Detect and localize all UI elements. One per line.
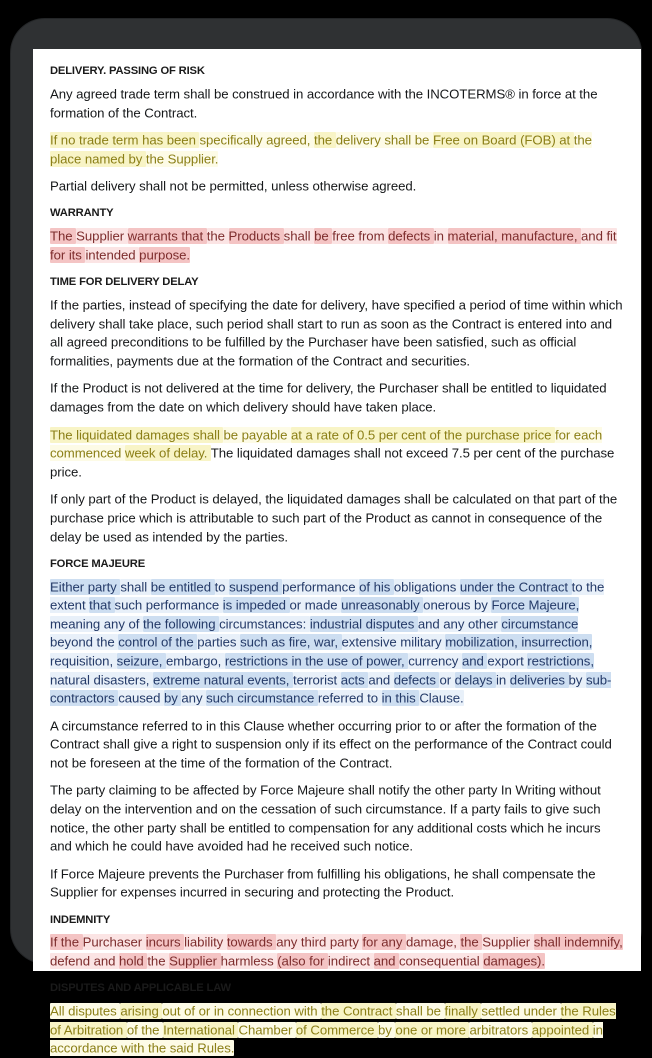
text-run: any	[181, 690, 207, 706]
paragraph-delivery-p3	[50, 178, 624, 197]
text-run: arbitrators	[469, 1022, 532, 1038]
text-run: shall be	[395, 1003, 445, 1019]
paragraph-delay-p1	[50, 296, 624, 370]
text-run: The liquidated damages shall not exceed 7.5 per cent of the purchase price.	[50, 445, 615, 480]
text-run: the Contract	[321, 1003, 396, 1019]
text-run: be	[314, 228, 333, 244]
text-run: of the	[126, 1022, 164, 1038]
text-run: defects	[393, 672, 440, 687]
text-run: requisition,	[50, 653, 117, 669]
text-run: out of or in connection with	[162, 1003, 322, 1019]
text-run: restrictions in the use of power,	[224, 653, 409, 669]
text-run: purpose.	[139, 247, 191, 263]
text-run: industrial disputes	[309, 616, 418, 632]
text-run: extreme natural events,	[152, 672, 293, 687]
text-run: incurs	[145, 934, 185, 950]
text-run: intended	[85, 247, 140, 263]
text-run: Purchaser	[82, 934, 146, 950]
text-run: If only part of the Product is delayed, the liquidated damages shall be calculated on that part of the purchase price which is attributable to such part of the Product as cannot in consequence of the delay be used as intended by the parties.	[50, 491, 618, 544]
text-run: currency	[408, 653, 462, 669]
paragraph-warranty-p1	[50, 228, 624, 265]
text-run: Free on Board (FOB) at	[432, 132, 574, 148]
text-run: A circumstance referred to in this Clause whether occurring prior to or after the formation of the Contract shall give a right to suspension only if its effect on the performance of the Contract could not be foreseen at the time of the formation of the Contract.	[50, 718, 612, 771]
text-run: Supplier	[169, 953, 221, 969]
paragraph-fm-p4	[50, 865, 624, 902]
paragraph-disputes-p1	[50, 1003, 624, 1058]
text-run: Either party	[50, 579, 121, 595]
text-run: and any other	[417, 616, 502, 632]
text-run: the	[147, 953, 170, 969]
text-run: Clause.	[419, 690, 464, 706]
paragraph-fm-p1	[50, 578, 624, 708]
text-run: restrictions,	[527, 653, 594, 669]
text-run: for any	[362, 934, 406, 950]
text-run: that	[89, 597, 115, 613]
text-run: such performance	[114, 597, 223, 613]
text-run: beyond the	[50, 634, 119, 650]
text-run: control of the	[118, 634, 198, 650]
text-run: material, manufacture,	[447, 228, 582, 244]
text-run: delivery shall be	[335, 132, 433, 148]
text-run: deliveries	[509, 672, 569, 687]
text-run: of his	[359, 579, 394, 595]
text-run: parties	[197, 634, 241, 650]
text-run: International	[163, 1022, 239, 1038]
text-run: arising	[120, 1003, 163, 1019]
text-run: defects	[388, 228, 434, 244]
text-run: the	[460, 934, 483, 950]
text-run: at a rate of 0.5 per cent of the purchase price	[291, 427, 555, 443]
text-run: in	[433, 228, 448, 244]
paragraph-fm-p3	[50, 782, 624, 856]
text-run: circumstances:	[219, 616, 310, 632]
paragraph-delay-p4	[50, 491, 624, 547]
text-run: Any agreed trade term shall be construed in accordance with the INCOTERMS® in force at the formation of the Contract.	[50, 86, 598, 121]
text-run: is impeded	[222, 597, 290, 613]
text-run: Chamber	[238, 1022, 296, 1038]
text-run: extensive military	[341, 634, 446, 650]
text-run: specifically agreed,	[199, 132, 315, 148]
text-run: appointed	[531, 1022, 593, 1038]
text-run: by	[378, 1022, 396, 1038]
text-run: performance	[282, 579, 360, 595]
section-heading-warranty: WARRANTY	[50, 207, 114, 220]
text-run: The	[50, 228, 77, 244]
text-run: referred to	[317, 690, 382, 706]
text-run: All disputes	[50, 1003, 121, 1019]
text-run: delays	[454, 672, 497, 687]
text-run: such as fire, war,	[240, 634, 342, 650]
text-run: If no trade term has been	[50, 132, 200, 148]
text-run: suspend	[229, 579, 283, 595]
text-run: the	[206, 228, 229, 244]
text-run: in accordance with the said Rules.	[50, 1022, 603, 1056]
text-run: free from	[332, 228, 389, 244]
section-warranty	[50, 207, 624, 265]
text-run: shall	[283, 228, 315, 244]
text-run: If the	[50, 934, 83, 950]
text-run: and	[368, 672, 394, 687]
text-run: obligations	[393, 579, 460, 595]
section-heading-force-majeure: FORCE MAJEURE	[50, 557, 146, 570]
section-heading-delivery: DELIVERY. PASSING OF RISK	[50, 65, 205, 77]
text-run: The liquidated damages shall	[50, 427, 224, 443]
text-run: for each commenced	[50, 427, 603, 461]
text-run: The party claiming to be affected by Force Majeure shall notify the other party In Writing without delay on the intervention and on the cessation of such circumstance. If a party fails to give such notice, the other party shall be entitled to compensation for any additional costs which he incurs and which he could have avoided had he received such notice.	[50, 782, 601, 854]
text-run: one or more	[395, 1022, 470, 1038]
section-force-majeure	[50, 558, 624, 903]
section-heading-disputes: DISPUTES AND APPLICABLE LAW	[50, 982, 231, 995]
text-run: indirect	[327, 953, 374, 969]
text-run: shall	[120, 579, 151, 595]
text-run: the Supplier.	[145, 151, 219, 167]
text-run: settled under	[481, 1003, 561, 1019]
text-run: to	[214, 579, 230, 595]
text-run: Partial delivery shall not be permitted, unless otherwise agreed.	[50, 178, 417, 194]
section-heading-time-for-delivery-delay: TIME FOR DELIVERY DELAY	[50, 276, 199, 289]
text-run: or made	[289, 597, 342, 613]
paragraph-delay-p3	[50, 426, 624, 482]
text-run: and	[373, 953, 399, 969]
text-run: Supplier	[482, 934, 534, 950]
text-run: the following	[142, 616, 220, 632]
text-run: acts	[340, 672, 369, 687]
section-heading-indemnity: INDEMNITY	[50, 913, 111, 926]
text-run: finally	[444, 1003, 482, 1019]
text-run: consequential	[399, 953, 484, 969]
text-run: place named by	[50, 151, 146, 167]
text-run: by	[568, 672, 586, 687]
text-run: defend and	[50, 953, 120, 969]
text-run: in	[496, 672, 510, 687]
text-run: be payable	[223, 427, 292, 443]
text-run: (also for	[277, 953, 328, 969]
section-indemnity	[50, 914, 624, 972]
text-run: sub-contractors	[50, 672, 612, 706]
text-run: If the Product is not delivered at the time for delivery, the Purchaser shall be entitled to liquidated damages from the date on which delivery should have taken place.	[50, 380, 607, 415]
paragraph-delay-p2	[50, 380, 624, 417]
text-run: the Rules of Arbitration	[50, 1003, 616, 1038]
document-page	[33, 49, 641, 1056]
text-run: the	[314, 132, 336, 148]
device-screen	[33, 49, 641, 1056]
text-run: circumstance	[501, 616, 579, 632]
text-run: of Commerce	[295, 1022, 378, 1038]
text-run: seizure,	[116, 653, 166, 669]
text-run: such circumstance	[206, 690, 318, 706]
text-run: Supplier	[76, 228, 128, 244]
paragraph-delivery-p2	[50, 132, 624, 169]
text-run: be entitled	[150, 579, 215, 595]
text-run: warrants that	[127, 228, 207, 244]
text-run: onerous by	[423, 597, 492, 613]
text-run: hold	[119, 953, 148, 969]
text-run: shall indemnify,	[533, 934, 623, 950]
text-run: unreasonably	[341, 597, 424, 613]
text-run: in this	[381, 690, 420, 706]
text-run: damages).	[483, 953, 545, 969]
text-run: If the parties, instead of specifying the date for delivery, have specified a period of time within which delivery shall take place, such period shall start to run as soon as the Contract is entered into and all agreed preconditions to be fulfilled by the Purchaser have been satisfied, such as official formalities, payments due at the formation of the Contract and securities.	[50, 297, 623, 369]
text-run: meaning any of	[50, 616, 143, 632]
text-run: natural disasters,	[50, 672, 153, 687]
text-run: to the extent	[50, 579, 605, 613]
text-run: embargo,	[165, 653, 225, 669]
section-disputes	[50, 982, 624, 1058]
text-run: the	[573, 132, 592, 148]
text-run: Force Majeure,	[491, 597, 580, 613]
text-run: caused	[118, 690, 164, 706]
text-run: under the Contract	[459, 579, 572, 595]
text-run: Products	[228, 228, 284, 244]
text-run: damage,	[405, 934, 461, 950]
text-run: towards	[226, 934, 277, 950]
paragraph-fm-p2	[50, 717, 624, 773]
text-run: or	[439, 672, 455, 687]
text-run: for its	[50, 247, 86, 263]
text-run: If Force Majeure prevents the Purchaser from fulfilling his obligations, he shall compensate the Supplier for expenses incurred in securing and protecting the Product.	[50, 866, 596, 900]
text-run: and	[461, 653, 488, 669]
section-delivery	[50, 65, 624, 196]
paragraph-indemnity-p1	[50, 934, 624, 971]
device-bezel	[11, 19, 641, 1056]
text-run: mobilization, insurrection,	[445, 634, 593, 650]
text-run: terrorist	[292, 672, 341, 687]
text-run: any third party	[276, 934, 363, 950]
text-run: export	[487, 653, 528, 669]
text-run: and fit	[581, 228, 617, 244]
text-run: by	[163, 690, 182, 706]
section-time-for-delivery-delay	[50, 276, 624, 547]
paragraph-delivery-p1	[50, 85, 624, 122]
text-run: week of delay.	[124, 445, 211, 461]
text-run: harmless	[220, 953, 278, 969]
text-run: liability	[184, 934, 227, 950]
